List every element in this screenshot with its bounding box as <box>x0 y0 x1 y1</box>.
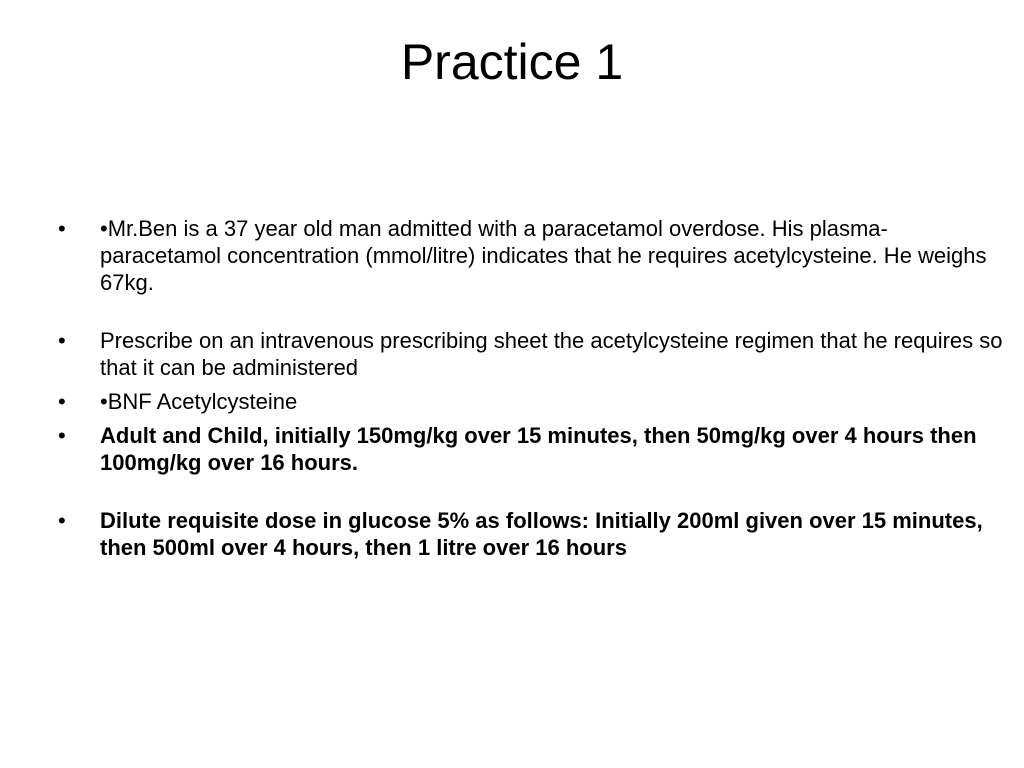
bullet-marker: • <box>58 508 66 533</box>
bullet-marker: • <box>58 423 66 448</box>
bullet-item-patient-info <box>58 215 1008 296</box>
bullet-marker: • <box>58 216 66 241</box>
bullet-text: •BNF Acetylcysteine <box>100 389 298 414</box>
bullet-item-prescribe-task <box>58 327 1008 381</box>
bullet-item-dosage-regimen <box>58 422 1008 476</box>
bullet-marker: • <box>58 328 66 353</box>
slide-title: Practice 1 <box>400 34 624 90</box>
bullet-text: Prescribe on an intravenous prescribing sheet the acetylcysteine regimen that he requires so that it can be administered <box>100 328 1003 380</box>
bullet-item-bnf-reference <box>58 388 1008 415</box>
bullet-text: Adult and Child, initially 150mg/kg over 15 minutes, then 50mg/kg over 4 hours then 100mg/kg over 16 hours. <box>100 423 977 475</box>
bullet-list <box>58 215 1008 561</box>
bullet-text: Dilute requisite dose in glucose 5% as follows: Initially 200ml given over 15 minutes, then 500ml over 4 hours, then 1 litre over 16 hours <box>100 508 983 560</box>
bullet-marker: • <box>58 389 66 414</box>
bullet-item-dilution-instructions <box>58 507 1008 561</box>
bullet-text: •Mr.Ben is a 37 year old man admitted with a paracetamol overdose. His plasma-paracetamol concentration (mmol/litre) indicates that he requires acetylcysteine. He weighs 67kg. <box>100 216 987 295</box>
